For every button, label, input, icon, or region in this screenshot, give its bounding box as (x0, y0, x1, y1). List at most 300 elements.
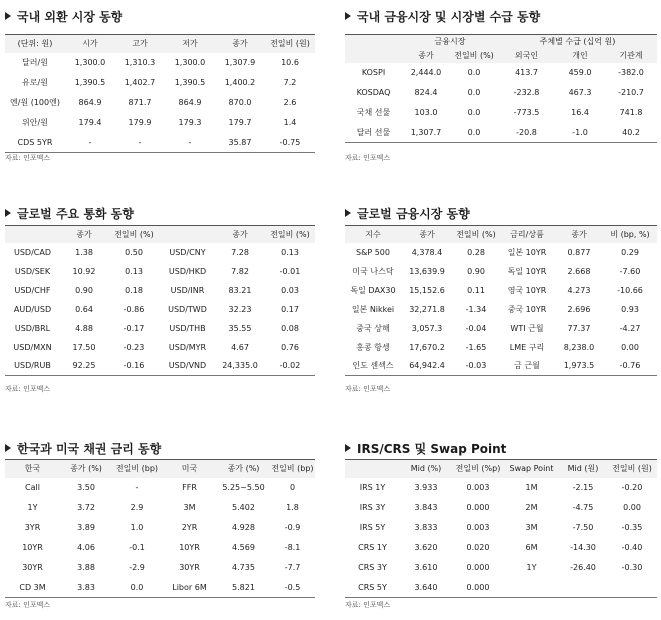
table-cell: 0.90 (467, 266, 485, 276)
bond-title (5, 440, 161, 457)
table-cell: 0.000 (466, 563, 490, 572)
ccy-table (5, 225, 315, 376)
table-cell: 30YR (22, 563, 43, 572)
fx-title (5, 8, 122, 25)
table-cell: 중국 상해 (356, 323, 390, 333)
table-cell: -0.75 (279, 137, 301, 147)
ccy-panel (5, 205, 315, 400)
table-cell: -4.27 (619, 323, 641, 333)
fx-header-row (5, 35, 315, 53)
table-cell: 0.50 (125, 247, 143, 257)
table-cell: 0.0 (467, 108, 481, 117)
irs-title-text: IRS/CRS 및 Swap Point (357, 442, 507, 456)
table-cell: 4.273 (567, 285, 591, 295)
table-cell: -7.60 (619, 266, 641, 276)
fx-header-cell: 전일비 (원) (270, 39, 310, 49)
table-cell: - (88, 137, 92, 147)
table-cell: -0.1 (129, 543, 145, 552)
table-cell: -1.34 (465, 304, 487, 314)
bond-header-cell: 종가 (%) (70, 464, 102, 474)
table-cell: CRS 1Y (358, 543, 387, 552)
table-cell: 3.933 (414, 483, 438, 492)
table-cell: 1,390.5 (74, 78, 106, 87)
ccy-header-cell: 종가 (232, 229, 248, 239)
table-row (5, 478, 315, 498)
gm-table (345, 225, 657, 376)
table-row (345, 558, 657, 578)
table-cell: 32.23 (228, 304, 252, 314)
table-cell: 7.82 (231, 266, 249, 276)
table-cell: 0.0 (467, 127, 481, 137)
table-row (345, 498, 657, 518)
table-row (345, 103, 657, 123)
table-row (5, 262, 315, 281)
irs-header-cell: Mid (원) (567, 464, 599, 474)
table-cell: USD/RUB (14, 361, 51, 371)
bond-header-cell: 전일비 (bp) (271, 464, 314, 474)
gm-header-cell: 금리/상품 (510, 229, 544, 239)
irs-header-cell (345, 460, 400, 478)
table-cell: 35.87 (228, 137, 252, 147)
irs-header-cell: Swap Point (509, 464, 554, 474)
table-cell: USD/MYR (168, 342, 207, 352)
table-cell: 4,378.4 (411, 247, 443, 257)
table-cell: 3YR (24, 523, 41, 532)
table-cell: 미국 나스닥 (352, 266, 394, 276)
table-cell: 16.4 (571, 108, 589, 117)
table-cell: 0.003 (466, 483, 490, 492)
table-cell: 32,271.8 (409, 304, 445, 314)
table-cell: -0.30 (621, 563, 643, 572)
table-cell: 864.9 (178, 98, 202, 107)
table-row (345, 518, 657, 538)
gm-source: 자료: 인포맥스 (345, 385, 391, 393)
table-cell: 달러/원 (22, 58, 48, 67)
table-cell: 0.000 (466, 503, 490, 512)
table-cell: -0.17 (123, 323, 145, 333)
table-cell: 179.4 (78, 118, 102, 127)
table-cell: 0.13 (281, 247, 299, 257)
table-row (345, 123, 657, 143)
table-cell: -0.40 (621, 543, 643, 552)
table-cell: 35.55 (228, 323, 252, 333)
table-cell: 0.00 (623, 503, 641, 512)
table-row (5, 73, 315, 93)
irs-title (345, 440, 506, 457)
triangle-bullet-icon (345, 444, 351, 452)
table-row (5, 300, 315, 319)
table-cell: 독일 10YR (507, 266, 547, 276)
triangle-bullet-icon (5, 12, 11, 20)
table-cell: 4.88 (75, 323, 93, 333)
table-cell: 3.89 (77, 523, 95, 532)
table-row (5, 357, 315, 376)
table-cell: 0.76 (281, 342, 299, 352)
table-cell: -7.50 (572, 523, 594, 532)
table-cell: 741.8 (619, 108, 643, 117)
fx-source: 자료: 인포맥스 (5, 154, 51, 162)
ccy-source: 자료: 인포맥스 (5, 385, 51, 393)
table-cell: -7.7 (284, 563, 301, 572)
dom-title (345, 8, 540, 25)
table-cell: 0.13 (125, 266, 143, 276)
table-cell: 중국 10YR (507, 304, 547, 314)
table-cell: 0.003 (466, 523, 490, 532)
table-cell: USD/INR (170, 285, 205, 295)
dom-group-row (345, 35, 657, 49)
table-cell: -0.16 (123, 361, 145, 371)
table-cell: 459.0 (568, 68, 592, 77)
table-row (5, 53, 315, 73)
table-cell: 유로/원 (22, 78, 48, 87)
table-cell: 1M (525, 483, 538, 492)
dom-header-cell: 전일비 (%) (454, 51, 494, 60)
table-cell: 0.64 (75, 304, 93, 314)
table-cell: 독일 DAX30 (350, 285, 396, 295)
table-row (5, 319, 315, 338)
table-cell: 7.2 (283, 78, 297, 87)
irs-panel (345, 440, 657, 615)
table-cell: 6M (525, 543, 538, 552)
table-cell: 1,402.7 (124, 78, 156, 87)
table-cell: 1,400.2 (224, 78, 256, 87)
gm-header-cell: 전일비 (%) (456, 229, 496, 239)
gm-header-cell: 지수 (365, 229, 381, 239)
dom-header-cell: 개인 (572, 51, 588, 60)
table-cell: 위안/원 (22, 118, 48, 127)
table-row (5, 281, 315, 300)
table-cell: -1.0 (572, 127, 588, 137)
table-cell: -26.40 (570, 563, 596, 572)
table-cell: USD/MXN (13, 342, 52, 352)
ccy-header-row (5, 226, 315, 243)
table-cell: 1.8 (286, 503, 299, 512)
table-cell: - (138, 137, 142, 147)
table-cell: -4.75 (572, 503, 594, 512)
table-cell: 3.640 (414, 582, 438, 592)
gm-title-text: 글로벌 금융시장 동향 (357, 207, 470, 221)
table-cell: 179.9 (128, 118, 152, 127)
table-row (345, 281, 657, 300)
table-cell (504, 578, 559, 598)
table-row (5, 518, 315, 538)
table-cell: - (135, 483, 139, 492)
table-cell: 1Y (526, 563, 537, 572)
table-cell: 824.4 (414, 88, 438, 97)
irs-source: 자료: 인포맥스 (345, 601, 391, 609)
gm-title (345, 205, 470, 222)
table-cell: -2.15 (572, 483, 594, 492)
table-cell: 2.9 (130, 503, 144, 512)
table-cell: 달러 선물 (356, 127, 391, 137)
table-cell: -1.65 (465, 342, 487, 352)
table-cell: USD/CHF (14, 285, 51, 295)
table-cell: 3.72 (77, 503, 95, 512)
table-cell: 1,307.7 (410, 127, 442, 137)
table-cell: -0.03 (465, 361, 487, 371)
table-cell: 4.735 (232, 563, 255, 572)
bond-header-row (5, 460, 315, 478)
bond-header-cell: 종가 (%) (227, 464, 260, 474)
table-cell: KOSPI (361, 68, 386, 77)
ccy-header-cell (5, 226, 60, 243)
table-row (5, 133, 315, 153)
table-cell: 4.06 (77, 543, 95, 552)
table-cell: 일본 10YR (507, 247, 547, 257)
bond-table (5, 459, 315, 598)
table-row (345, 63, 657, 83)
table-cell: 0.03 (281, 285, 299, 295)
table-row (5, 538, 315, 558)
fx-header-cell: 시가 (82, 39, 98, 49)
irs-header-cell: 전일비 (%p) (455, 464, 501, 474)
table-cell: 1,300.0 (74, 58, 106, 67)
table-cell: 864.9 (78, 98, 102, 107)
table-cell: 0.08 (281, 323, 299, 333)
table-row (5, 578, 315, 598)
table-cell: 0.00 (621, 342, 639, 352)
ccy-header-cell: 종가 (76, 229, 92, 239)
table-row (5, 558, 315, 578)
gm-header-row (345, 226, 657, 243)
table-row (5, 498, 315, 518)
table-cell: 24,335.0 (222, 361, 258, 371)
table-cell: -382.0 (618, 68, 644, 77)
table-cell: 3.833 (414, 523, 438, 532)
table-cell: 4.67 (231, 342, 249, 352)
table-cell: 1,300.0 (174, 58, 206, 67)
triangle-bullet-icon (5, 444, 11, 452)
table-cell: 영국 10YR (507, 285, 547, 295)
fx-header-cell: (단위: 원) (17, 39, 53, 49)
fx-panel (5, 8, 315, 168)
triangle-bullet-icon (345, 12, 351, 20)
dom-header-cell: 외국인 (514, 51, 539, 60)
table-cell: LME 구리 (509, 342, 545, 352)
table-cell: 4.569 (232, 543, 255, 552)
table-cell: 3M (525, 523, 538, 532)
table-cell: S&P 500 (356, 247, 390, 257)
fx-header-cell: 저가 (182, 39, 198, 49)
table-cell: 30YR (179, 563, 200, 572)
table-cell: 40.2 (622, 127, 640, 137)
table-cell: 국채 선물 (356, 108, 391, 117)
table-cell: 15,152.6 (409, 285, 445, 295)
table-row (345, 478, 657, 498)
triangle-bullet-icon (345, 209, 351, 217)
table-row (345, 578, 657, 598)
table-cell: 1.4 (283, 118, 297, 127)
table-cell: 0.0 (467, 68, 481, 77)
dom-source: 자료: 인포맥스 (345, 154, 391, 162)
table-cell: -232.8 (513, 88, 540, 97)
bond-panel (5, 440, 315, 615)
table-cell: -10.66 (617, 285, 643, 295)
table-cell: 8,238.0 (563, 342, 595, 352)
gm-panel (345, 205, 657, 400)
table-cell: 인도 센섹스 (352, 361, 394, 371)
table-cell: 3.83 (77, 582, 95, 592)
table-cell: 17.50 (72, 342, 96, 352)
table-cell: 77.37 (567, 323, 591, 333)
bond-title-text: 한국과 미국 채권 금리 동향 (17, 442, 162, 456)
table-cell (607, 578, 657, 598)
table-cell: USD/SEK (14, 266, 51, 276)
table-row (345, 538, 657, 558)
table-cell: -0.23 (123, 342, 145, 352)
table-cell: -0.01 (279, 266, 301, 276)
table-cell: -0.20 (621, 483, 643, 492)
ccy-title (5, 205, 134, 222)
table-row (345, 83, 657, 103)
table-cell: 0.0 (130, 582, 144, 592)
table-cell: 2.6 (283, 98, 297, 107)
dom-header-cell: 종가 (418, 51, 434, 60)
table-cell: 179.7 (228, 118, 252, 127)
gm-header-cell: 종가 (571, 229, 587, 239)
table-cell: 3.843 (414, 503, 438, 512)
table-cell: 0.28 (467, 247, 485, 257)
table-cell: 0.877 (567, 247, 591, 257)
fx-header-cell: 종가 (232, 39, 248, 49)
table-cell: -2.9 (129, 563, 145, 572)
table-cell: CRS 3Y (358, 563, 387, 572)
table-cell: -0.5 (284, 582, 301, 592)
table-cell: -773.5 (513, 108, 540, 117)
table-cell: 3.620 (414, 543, 438, 552)
table-cell: 1,310.3 (124, 58, 156, 67)
table-cell: 1.0 (130, 523, 144, 532)
bond-header-cell: 미국 (181, 464, 198, 474)
dom-group-empty (345, 35, 402, 49)
ccy-header-cell: 전일비 (%) (114, 229, 154, 239)
table-cell: 92.25 (72, 361, 96, 371)
table-cell: AUD/USD (13, 304, 52, 314)
table-cell: -14.30 (570, 543, 596, 552)
table-cell: 0.93 (621, 304, 639, 314)
table-cell: 3.610 (414, 563, 438, 572)
gm-header-cell: 종가 (419, 229, 435, 239)
ccy-header-cell: 전일비 (%) (270, 229, 310, 239)
table-cell: CDS 5YR (17, 137, 53, 147)
table-cell: 0.90 (75, 285, 93, 295)
dom-panel (345, 8, 657, 168)
table-cell: 5.821 (232, 582, 255, 592)
ccy-header-cell (160, 226, 215, 243)
table-cell: 0.29 (621, 247, 639, 257)
table-cell: 2M (525, 503, 538, 512)
triangle-bullet-icon (5, 209, 11, 217)
table-cell: 870.0 (228, 98, 252, 107)
table-cell: 일본 Nikkei (351, 304, 395, 314)
table-cell: USD/VND (168, 361, 207, 371)
table-cell: 4.928 (232, 523, 255, 532)
table-cell: 413.7 (515, 68, 538, 77)
table-row (345, 243, 657, 262)
ccy-title-text: 글로벌 주요 통화 동향 (17, 207, 134, 221)
table-cell: 엔/원 (100엔) (10, 98, 60, 107)
table-cell: 1.38 (75, 247, 93, 257)
table-cell: USD/THB (169, 323, 206, 333)
table-cell: IRS 5Y (359, 523, 386, 532)
bond-header-cell: 전일비 (bp) (115, 464, 159, 474)
table-cell: 7.28 (231, 247, 249, 257)
dom-header-cell: 기관계 (619, 51, 643, 60)
bond-header-cell: 한국 (24, 464, 41, 474)
table-cell: 10.6 (281, 58, 299, 67)
table-cell: 10.92 (72, 266, 96, 276)
dom-group-flow: 주체별 수급 (십억 원) (539, 37, 616, 47)
table-row (5, 338, 315, 357)
table-cell: 1Y (27, 503, 38, 512)
table-cell: IRS 3Y (359, 503, 386, 512)
gm-header-cell: 비 (bp, %) (610, 229, 650, 239)
table-cell: USD/HKD (168, 266, 207, 276)
table-cell: 금 근월 (514, 361, 540, 371)
table-cell: 0.11 (467, 285, 485, 295)
table-cell: 1,307.9 (224, 58, 256, 67)
table-cell: -0.86 (123, 304, 145, 314)
table-row (345, 338, 657, 357)
table-cell: 0.17 (281, 304, 299, 314)
table-cell: USD/CAD (13, 247, 51, 257)
table-cell: 3,057.3 (411, 323, 443, 333)
table-cell: 0.000 (466, 582, 490, 592)
table-cell: 0.0 (467, 88, 481, 97)
table-cell: 10YR (179, 543, 200, 552)
table-cell: 3M (183, 503, 196, 512)
table-cell: Libor 6M (172, 582, 207, 592)
table-cell: 2,444.0 (410, 68, 442, 77)
table-cell: 103.0 (414, 108, 438, 117)
fx-title-text: 국내 외환 시장 동향 (17, 10, 123, 24)
table-cell: -0.02 (279, 361, 301, 371)
table-row (5, 243, 315, 262)
table-cell: -0.9 (284, 523, 301, 532)
table-cell: 홍콩 항셍 (356, 342, 390, 352)
table-cell: 871.7 (128, 98, 152, 107)
table-cell: USD/TWD (168, 304, 207, 314)
table-cell: USD/CNY (169, 247, 206, 257)
table-cell: 5.25~5.50 (222, 483, 265, 492)
table-cell: 1,390.5 (174, 78, 206, 87)
bond-source: 자료: 인포맥스 (5, 601, 51, 609)
table-cell: FFR (182, 483, 197, 492)
dom-header-row (345, 49, 657, 63)
table-cell: CRS 5Y (358, 582, 387, 592)
irs-table (345, 459, 657, 598)
table-cell: KOSDAQ (356, 88, 391, 97)
table-cell: 2.668 (567, 266, 591, 276)
table-cell: -0.76 (619, 361, 641, 371)
fx-table (5, 34, 315, 153)
table-cell: -0.04 (465, 323, 487, 333)
table-row (345, 262, 657, 281)
dom-group-market: 금융시장 (434, 37, 466, 47)
table-row (345, 319, 657, 338)
table-cell: 3.88 (77, 563, 95, 572)
table-row (5, 113, 315, 133)
table-cell: 0.020 (466, 543, 490, 552)
irs-header-cell: Mid (%) (410, 464, 442, 474)
table-cell: 64,942.4 (409, 361, 445, 371)
table-cell: 2.696 (567, 304, 591, 314)
table-cell: -20.8 (516, 127, 537, 137)
table-cell: 83.21 (228, 285, 252, 295)
table-cell: 5.402 (232, 503, 255, 512)
dom-header-cell (345, 49, 402, 63)
table-cell: -8.1 (284, 543, 301, 552)
